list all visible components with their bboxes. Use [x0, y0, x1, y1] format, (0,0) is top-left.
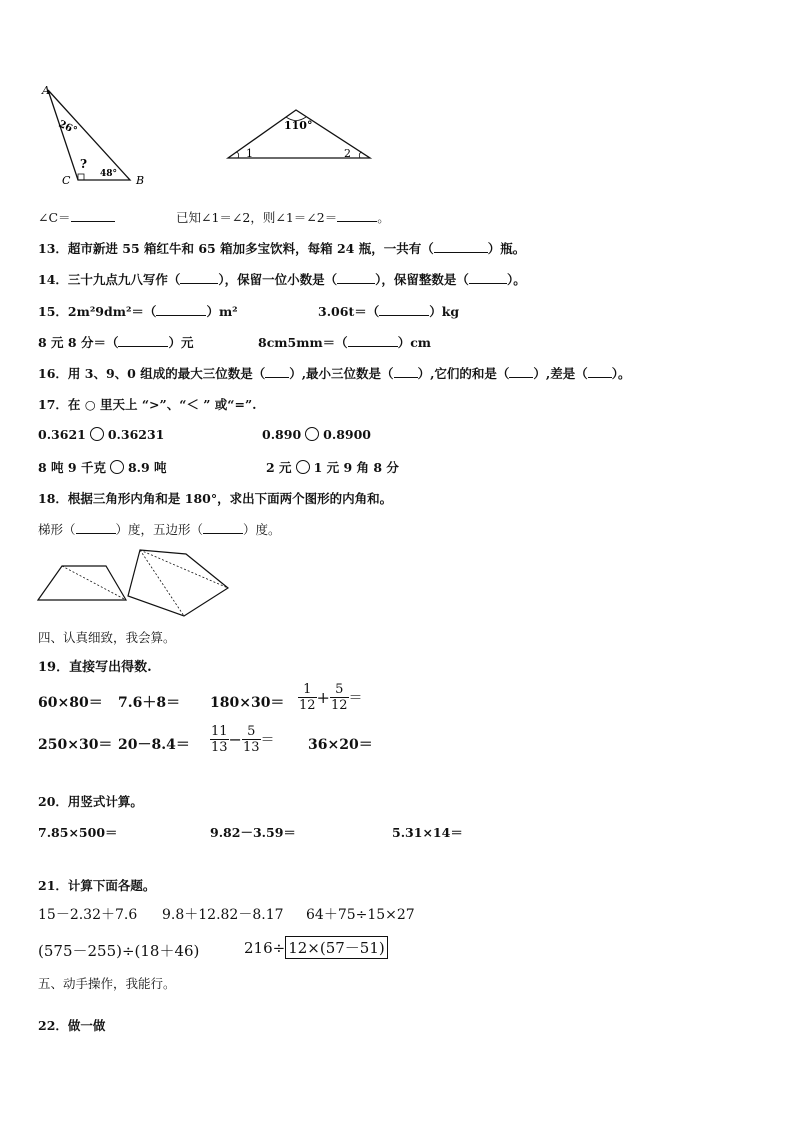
answer-blank[interactable] — [379, 303, 429, 316]
question-15c — [38, 333, 193, 351]
compare-circle[interactable] — [305, 427, 319, 441]
question-18-title: 18．根据三角形内角和是 180°，求出下面两个图形的内角和。 — [38, 491, 393, 506]
answer-blank[interactable] — [394, 365, 418, 378]
q19-item: 7.6＋8＝ — [118, 695, 181, 711]
answer-blank[interactable] — [180, 271, 218, 284]
answer-blank[interactable] — [509, 365, 533, 378]
angle-top-value: 110° — [284, 119, 313, 132]
equals: ＝ — [348, 690, 363, 707]
compare-left: 8 吨 9 千克 — [38, 460, 106, 475]
q15-text: 3.06t＝（ — [318, 304, 380, 319]
numerator: 11 — [211, 724, 228, 739]
q14-text: ），保留一位小数是（ — [218, 272, 338, 287]
q19-item: 20－8.4＝ — [118, 737, 190, 753]
q14-text: ），保留整数是（ — [375, 272, 469, 287]
angle-b-value: 48° — [100, 169, 118, 179]
q18-text: 梯形（ — [38, 522, 76, 537]
question-17-title: 17．在 ○ 里天上 “>”、“＜ ” 或“=”. — [38, 397, 257, 412]
fraction — [330, 682, 349, 713]
compare-right: 0.36231 — [107, 427, 165, 442]
numerator: 5 — [242, 724, 261, 740]
q16-text: ）,差是（ — [533, 366, 588, 381]
label-c: C — [62, 174, 71, 187]
denominator: 12 — [330, 698, 348, 713]
angle-2-label: 2 — [344, 147, 351, 160]
answer-blank[interactable] — [156, 303, 206, 316]
q16-text: ）,最小三位数是（ — [289, 366, 394, 381]
question-13 — [38, 239, 525, 257]
q19-item: 250×30＝ — [38, 737, 113, 753]
answer-blank[interactable] — [71, 209, 115, 222]
triangle-110-figure — [224, 104, 376, 164]
q20-item: 9.82－3.59＝ — [210, 825, 296, 840]
answer-blank[interactable] — [265, 365, 289, 378]
fraction — [298, 682, 317, 713]
operator: + — [316, 688, 330, 707]
q15-text: ）kg — [429, 304, 460, 319]
angle-c-unknown: ? — [80, 157, 88, 171]
pentagon-figure — [124, 546, 234, 620]
compare-circle[interactable] — [110, 460, 124, 474]
q17-compare-d — [266, 458, 399, 476]
question-19-title: 19．直接写出得数. — [38, 660, 152, 675]
q16-text: ）,它们的和是（ — [417, 366, 510, 381]
question-21-title: 21．计算下面各题。 — [38, 878, 156, 893]
q12-angle-equal — [176, 208, 390, 226]
q18-text: ）度，五边形（ — [115, 522, 204, 537]
q17-compare-b — [262, 427, 371, 442]
q13-text: 13．超市新进 55 箱红牛和 65 箱加多宝饮料，每箱 24 瓶，一共有（ — [38, 241, 434, 256]
answer-blank[interactable] — [434, 240, 488, 253]
q17-compare-a — [38, 427, 164, 442]
answer-blank[interactable] — [469, 271, 507, 284]
answer-blank[interactable] — [588, 365, 612, 378]
q14-text: 14．三十九点九八写作（ — [38, 272, 181, 287]
trapezoid-figure — [36, 562, 130, 604]
q21-item: 64＋75÷15×27 — [306, 907, 415, 923]
compare-left: 0.890 — [262, 427, 302, 442]
q20-item: 7.85×500＝ — [38, 825, 118, 840]
compare-left: 2 元 — [266, 460, 292, 475]
q15-text: ）m² — [206, 304, 238, 319]
compare-circle[interactable] — [90, 427, 104, 441]
fraction — [210, 724, 229, 755]
triangle-abc-figure — [36, 82, 156, 192]
q16-text: 16．用 3、9、0 组成的最大三位数是（ — [38, 366, 266, 381]
question-15b — [318, 302, 459, 320]
section-4-heading: 四、认真细致，我会算。 — [38, 630, 176, 645]
question-20-title: 20．用竖式计算。 — [38, 794, 143, 809]
answer-blank[interactable] — [337, 271, 375, 284]
q12-left-text: ∠C＝ — [38, 210, 71, 225]
denominator: 13 — [242, 740, 260, 755]
compare-right: 1 元 9 角 8 分 — [313, 460, 399, 475]
bracket-content: 12×(57－51) — [288, 939, 385, 957]
answer-blank[interactable] — [118, 334, 168, 347]
equals: ＝ — [260, 732, 275, 749]
q21-item: 9.8＋12.82－8.17 — [162, 907, 284, 923]
question-15a — [38, 302, 238, 320]
q12-right-text: 已知∠1＝∠2，则∠1＝∠2＝ — [176, 210, 338, 225]
q19-fraction-diff — [210, 724, 275, 755]
q15-text: 8cm5mm＝（ — [258, 335, 348, 350]
square-bracket-expression — [285, 936, 388, 959]
q21-item-bracket — [244, 936, 388, 959]
answer-blank[interactable] — [76, 521, 116, 534]
q13-text-end: ）瓶。 — [487, 241, 526, 256]
q19-fraction-sum — [298, 682, 363, 713]
answer-blank[interactable] — [337, 209, 377, 222]
numerator: 5 — [330, 682, 349, 698]
section-5-heading: 五、动手操作，我能行。 — [38, 976, 176, 991]
answer-blank[interactable] — [348, 334, 398, 347]
q21-item: 15－2.32＋7.6 — [38, 907, 138, 923]
label-a: A — [42, 84, 50, 97]
q21-prefix: 216÷ — [244, 939, 286, 957]
label-b: B — [136, 174, 145, 187]
denominator: 13 — [211, 740, 228, 755]
q15-text: ）cm — [397, 335, 432, 350]
compare-circle[interactable] — [296, 460, 310, 474]
q15-text: 15．2m²9dm²＝（ — [38, 304, 157, 319]
q19-item: 36×20＝ — [308, 737, 373, 753]
question-22: 22．做一做 — [38, 1018, 106, 1033]
angle-a-value: 26° — [56, 118, 79, 137]
denominator: 12 — [299, 698, 316, 713]
answer-blank[interactable] — [203, 521, 243, 534]
angle-1-label: 1 — [246, 147, 253, 160]
question-15d — [258, 333, 431, 351]
operator: − — [228, 730, 242, 749]
q21-item: (575－255)÷(18＋46) — [38, 942, 200, 960]
question-14 — [38, 270, 526, 288]
numerator: 1 — [298, 682, 317, 698]
q16-text: ）。 — [611, 366, 631, 381]
q15-text: 8 元 8 分＝（ — [38, 335, 119, 350]
q12-angle-c — [38, 208, 115, 226]
q12-suffix: 。 — [377, 210, 390, 225]
question-16 — [38, 364, 631, 382]
q14-text: ）。 — [506, 272, 526, 287]
compare-left: 0.3621 — [38, 427, 86, 442]
compare-right: 8.9 吨 — [127, 460, 167, 475]
q20-item: 5.31×14＝ — [392, 825, 463, 840]
compare-right: 0.8900 — [323, 427, 371, 442]
q17-compare-c — [38, 458, 167, 476]
question-18-answers — [38, 520, 281, 538]
q15-text: ）元 — [168, 335, 194, 350]
q19-item: 180×30＝ — [210, 695, 285, 711]
q19-item: 60×80＝ — [38, 695, 103, 711]
fraction — [242, 724, 261, 755]
q18-text: ）度。 — [243, 522, 281, 537]
